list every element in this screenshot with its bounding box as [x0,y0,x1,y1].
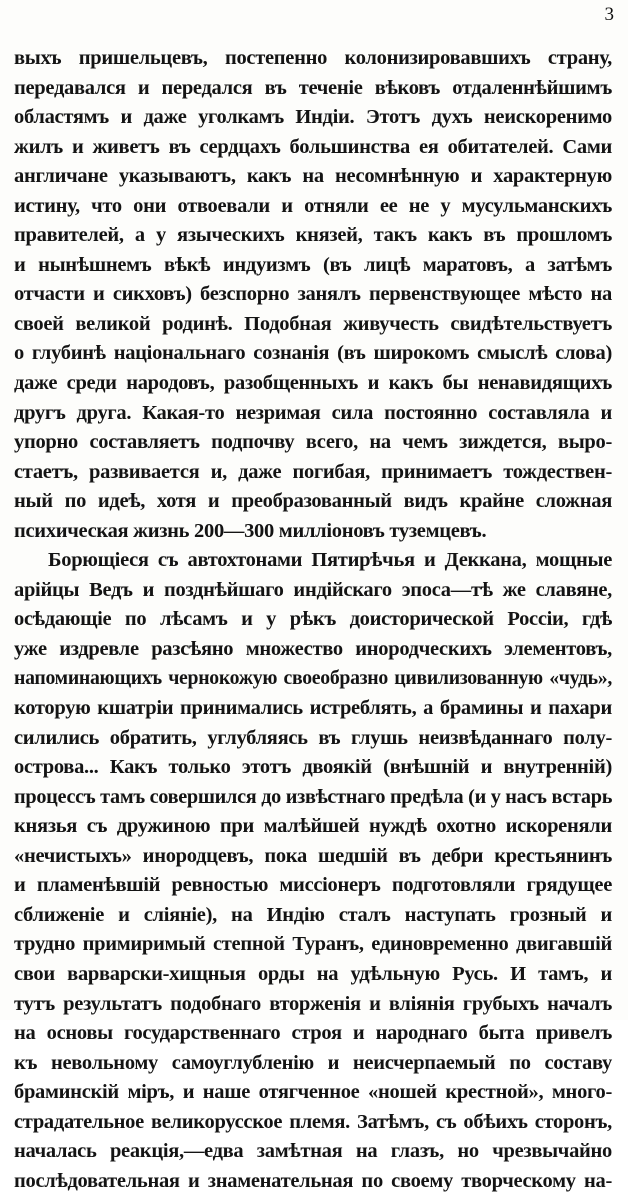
text-line: жилъ и живетъ въ сердцахъ большинства ея обитателей. Сами [14,135,612,158]
text-line: свои варварски-хищныя орды на удѣльную Русь. И тамъ, и [14,962,612,985]
paragraph-2 [14,546,612,1196]
body-text [14,44,612,1196]
text-line: отчасти и сикховъ) безспорно занялъ первенствующее мѣсто на [14,283,612,306]
text-line: силились обратить, углубляясь въ глушь неизвѣданнаго полу- [14,726,612,749]
text-line: упорно составляетъ подпочву всего, на чемъ зиждется, выро- [14,431,612,454]
text-line: передавался и передался въ теченіе вѣковъ отдаленнѣйшимъ [14,76,612,99]
text-line: Борющіеся съ автохтонами Пятирѣчья и Деккана, мощные [48,549,612,572]
text-line: и пламенѣвшій ревностью миссіонеръ подготовляли грядущее [14,874,612,897]
text-line: выхъ пришельцевъ, постепенно колонизировавшихъ страну, [14,47,612,69]
text-line: осѣдающіе по лѣсамъ и у рѣкъ доисторической Россіи, гдѣ [14,608,612,631]
text-line: князья съ дружиною при малѣйшей нуждѣ охотно искореняли [14,815,612,838]
text-line: къ невольному самоуглубленію и неисчерпаемый по составу [14,1051,612,1074]
text-line: областямъ и даже уголкамъ Индіи. Этотъ духъ неискоренимо [14,106,612,129]
text-line: психическая жизнь 200—300 милліоновъ туземцевъ. [14,519,487,542]
text-line: арійцы Ведъ и позднѣйшаго индійскаго эпоса—тѣ же славяне, [14,578,612,601]
text-line: сближеніе и сліяніе), на Индію сталъ наступать грозный и [14,903,612,926]
paragraph-1 [14,44,612,546]
text-line: англичане указываютъ, какъ на несомнѣнную и характерную [14,165,612,188]
text-line: своей великой родинѣ. Подобная живучесть свидѣтельствуетъ [14,312,612,335]
text-line: страдательное великорусское племя. Затѣмъ, съ обѣихъ сторонъ, [14,1110,612,1133]
text-line: уже издревле разсѣяно множество инородческихъ элементовъ, [14,637,612,660]
text-line: трудно примиримый степной Туранъ, единовременно двигавшій [14,933,612,956]
text-line: стаетъ, развивается и, даже погибая, принимаетъ тождествен- [14,460,612,483]
text-line: острова... Какъ только этотъ двоякій (внѣшній и внутренній) [14,756,612,779]
text-line: на основы государственнаго строя и народнаго быта привелъ [14,1022,612,1045]
text-line: о глубинѣ національнаго сознанія (въ широкомъ смыслѣ слова) [14,342,612,365]
text-line: другъ друга. Какая-то незримая сила постоянно составляла и [14,401,612,424]
text-line: началась реакція,—едва замѣтная на глазъ, но чрезвычайно [14,1140,612,1163]
text-line: послѣдовательная и знаменательная по своему творческому на- [14,1169,612,1192]
text-line: ный по идеѣ, хотя и преобразованный видъ крайне сложная [14,490,612,513]
text-line: которую кшатріи принимались истреблять, а брамины и пахари [14,697,612,720]
text-line: напоминающихъ чернокожую своеобразно цивилизованную «чудь», [14,667,612,690]
text-line: правителей, а у языческихъ князей, такъ какъ въ прошломъ [14,224,612,247]
page-number: 3 [604,4,614,25]
text-line: браминскій міръ, и наше отягченное «ношей крестной», много- [14,1081,612,1104]
text-line: и нынѣшнемъ вѣкѣ индуизмъ (въ лицѣ маратовъ, а затѣмъ [14,253,612,276]
text-line: даже среди народовъ, разобщенныхъ и какъ бы ненавидящихъ [14,372,612,395]
text-line: истину, что они отвоевали и отняли ее не у мусульманскихъ [14,194,612,217]
text-line: процессъ тамъ совершился до извѣстнаго предѣла (и у насъ встарь [14,785,613,808]
text-line: тутъ результатъ подобнаго вторженія и вліянія грубыхъ началъ [14,992,612,1015]
text-line: «нечистыхъ» инородцевъ, пока шедшій въ дебри крестьянинъ [14,844,612,867]
